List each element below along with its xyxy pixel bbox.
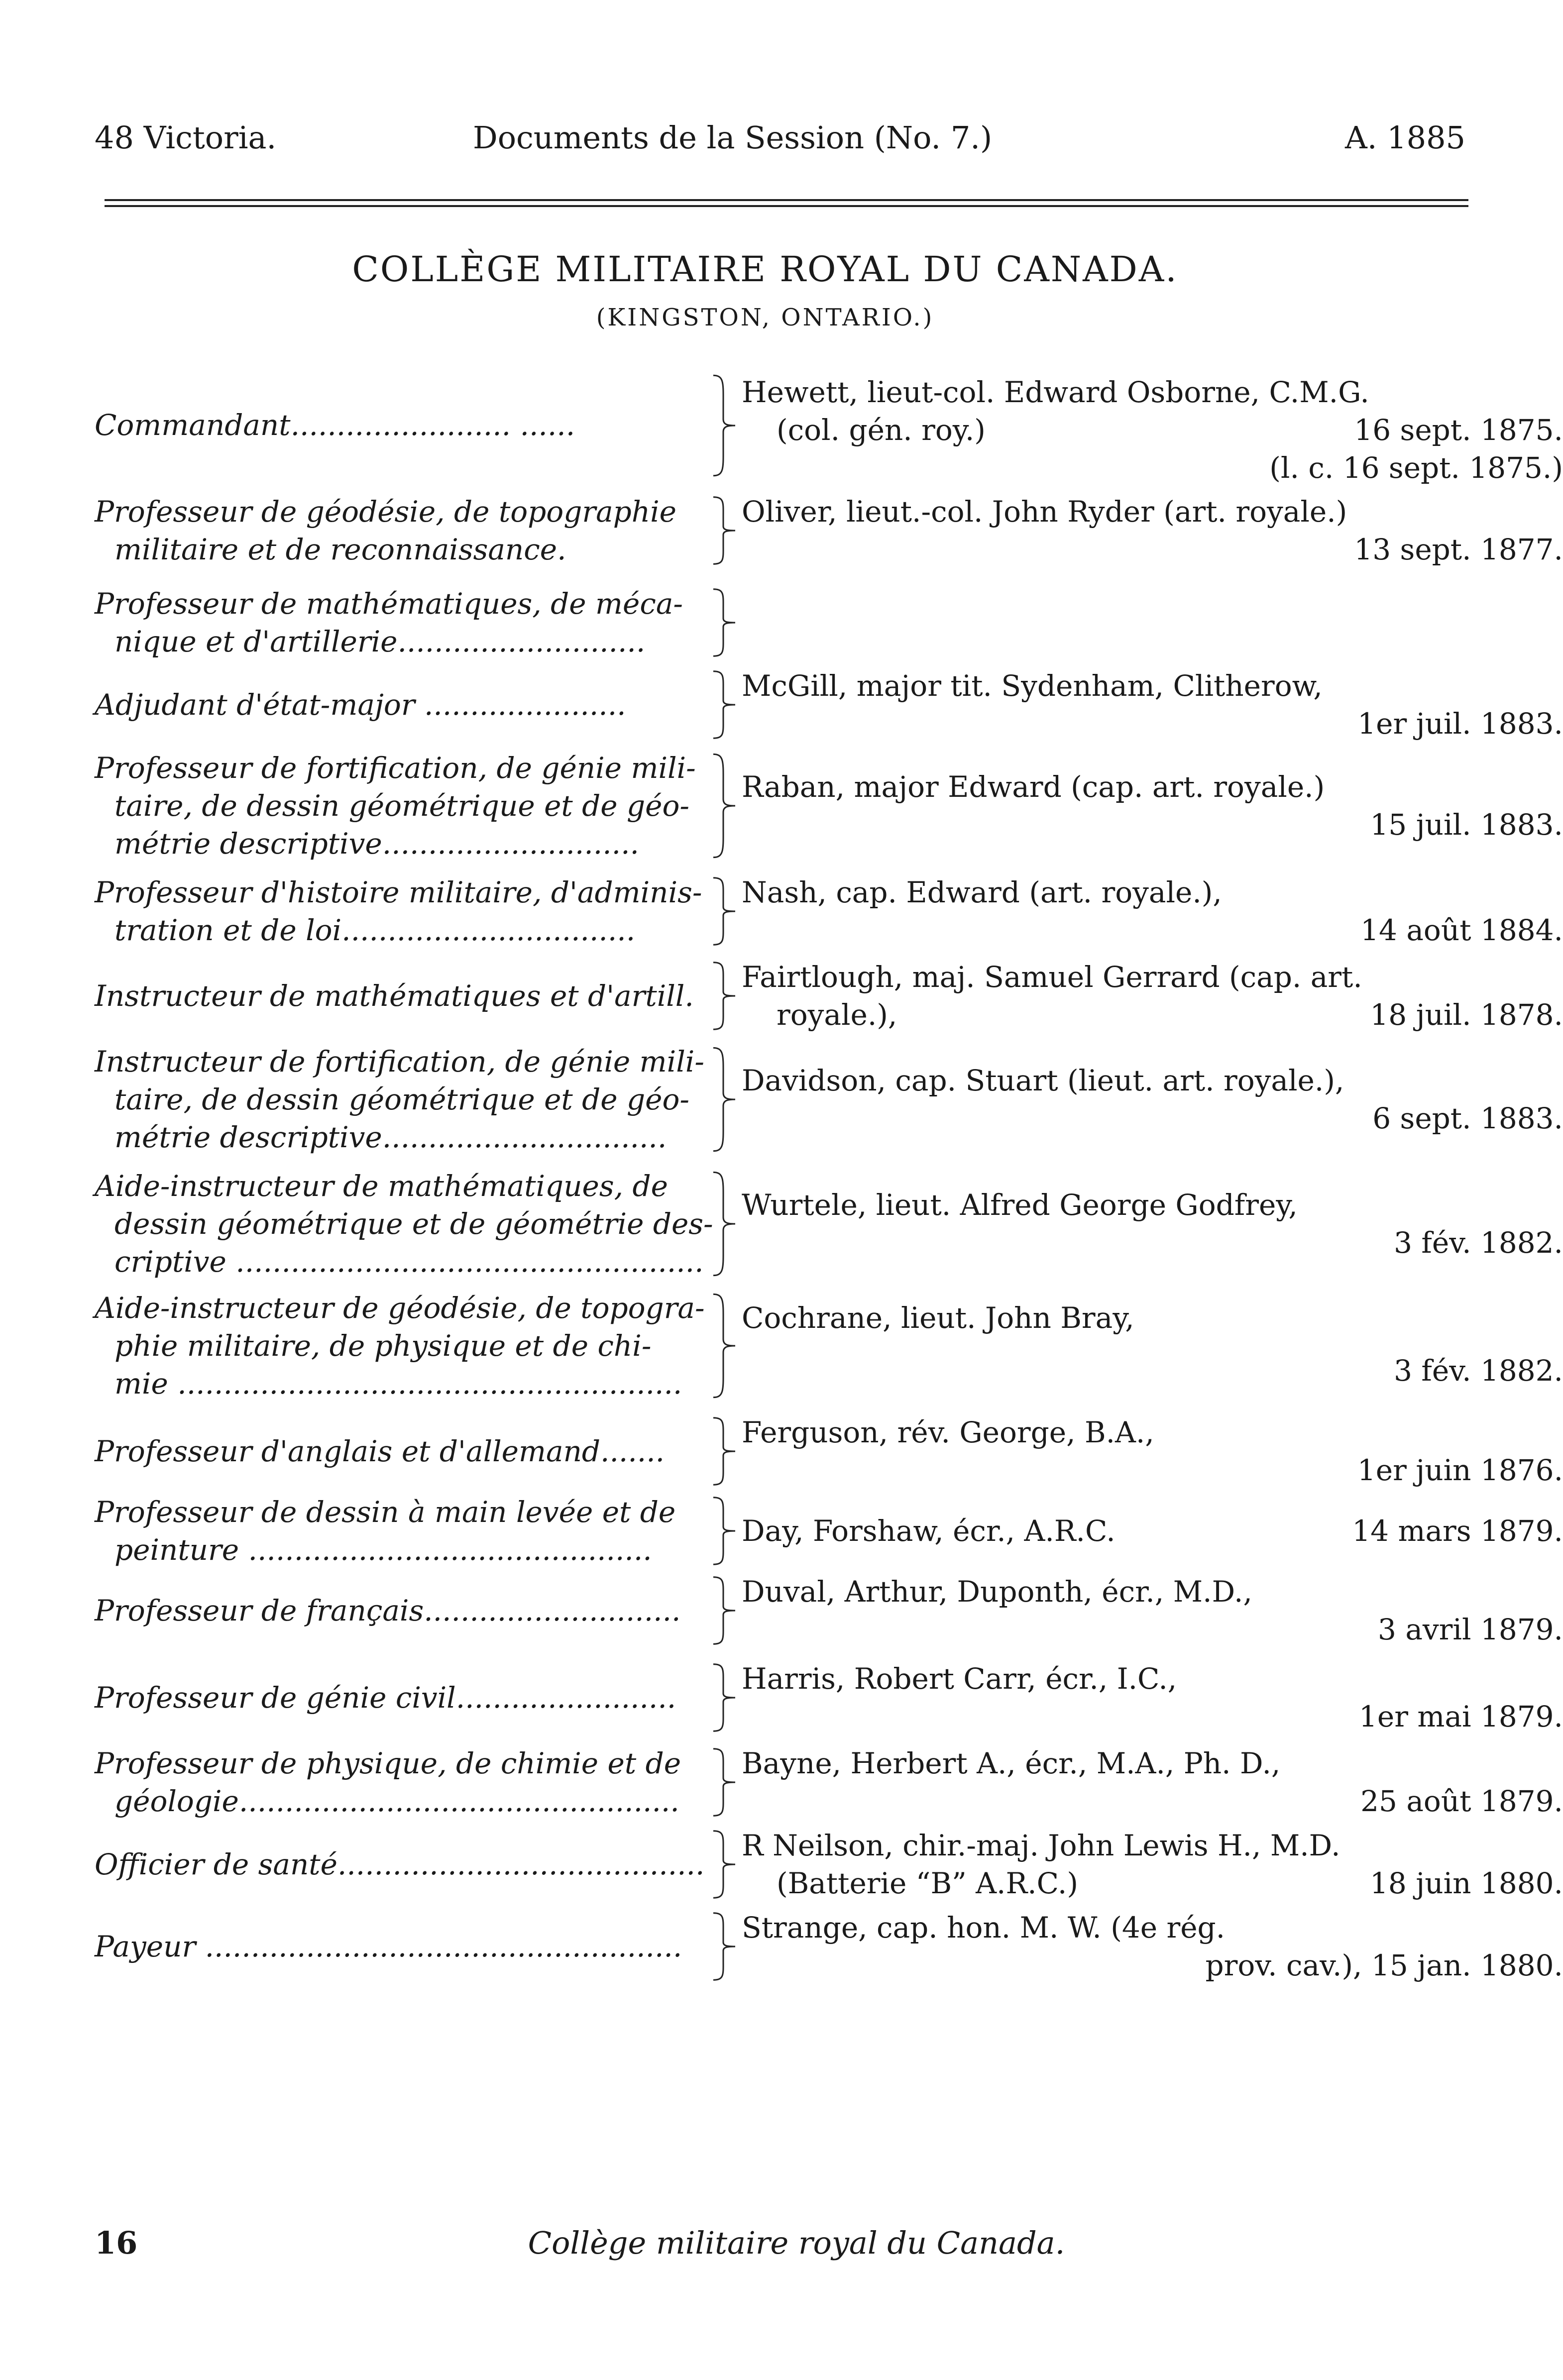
staff-role: Professeur d'histoire militaire, d'adminis- tration et de loi................................ bbox=[95, 875, 702, 947]
brace-icon bbox=[709, 1416, 739, 1486]
header-rule-top bbox=[105, 199, 1468, 201]
header-series: Documents de la Session (No. 7.) bbox=[473, 119, 993, 156]
brace-icon bbox=[709, 1830, 739, 1899]
staff-holder: Wurtele, lieut. Alfred George Godfrey, 3 fév. 1882. bbox=[742, 1188, 1563, 1260]
staff-holder: Cochrane, lieut. John Bray, 3 fév. 1882. bbox=[742, 1301, 1563, 1388]
page-subtitle: (KINGSTON, ONTARIO.) bbox=[596, 304, 934, 331]
staff-role: Payeur .................................................... bbox=[95, 1930, 682, 1963]
staff-holder: Strange, cap. hon. M. W. (4e rég. prov. cav.), 15 jan. 1880. bbox=[742, 1911, 1563, 1982]
staff-holder: Davidson, cap. Stuart (lieut. art. royale.), 6 sept. 1883. bbox=[742, 1064, 1563, 1135]
staff-holder: Raban, major Edward (cap. art. royale.) 15 juil. 1883. bbox=[742, 770, 1563, 842]
staff-entry bbox=[95, 749, 1563, 863]
staff-role: Professeur de physique, de chimie et de géologie................................................ bbox=[95, 1746, 681, 1818]
brace-icon bbox=[709, 1292, 739, 1400]
staff-role: Professeur d'anglais et d'allemand....... bbox=[95, 1434, 665, 1468]
brace-icon bbox=[709, 588, 739, 657]
staff-entry bbox=[95, 1744, 1563, 1819]
page-number: 16 bbox=[95, 2225, 138, 2261]
staff-holder: Duval, Arthur, Duponth, écr., M.D., 3 avril 1879. bbox=[742, 1575, 1563, 1646]
brace-icon bbox=[709, 1496, 739, 1566]
header-rule-bottom bbox=[105, 205, 1468, 207]
staff-entry bbox=[95, 1660, 1563, 1734]
staff-entry bbox=[95, 493, 1563, 567]
staff-role: Commandant........................ ...... bbox=[95, 408, 575, 442]
staff-role: Professeur de français............................ bbox=[95, 1594, 681, 1627]
staff-entry bbox=[95, 1167, 1563, 1281]
staff-entry bbox=[95, 1289, 1563, 1403]
staff-role: Professeur de génie civil........................ bbox=[95, 1681, 676, 1715]
staff-role: Aide-instructeur de mathématiques, de dessin géométrique et de géométrie des- criptive ................................................... bbox=[95, 1169, 713, 1279]
staff-role: Professeur de géodésie, de topographie militaire et de reconnaissance. bbox=[95, 495, 677, 566]
staff-role: Officier de santé........................................ bbox=[95, 1847, 705, 1881]
staff-role: Instructeur de mathématiques et d'artill. bbox=[95, 979, 694, 1013]
brace-icon bbox=[709, 1576, 739, 1645]
staff-entry bbox=[95, 1043, 1563, 1156]
brace-icon bbox=[709, 373, 739, 478]
header-year: A. 1885 bbox=[1345, 119, 1465, 156]
staff-role: Aide-instructeur de géodésie, de topogra- phie militaire, de physique et de chi- mie ....................................................... bbox=[95, 1291, 705, 1401]
staff-entry bbox=[95, 1827, 1563, 1901]
page-footer bbox=[0, 2225, 1530, 2274]
staff-role: Professeur de dessin à main levée et de peinture ............................................ bbox=[95, 1495, 676, 1567]
staff-entry bbox=[95, 667, 1563, 742]
brace-icon bbox=[709, 1170, 739, 1278]
brace-icon bbox=[709, 670, 739, 740]
brace-icon bbox=[709, 496, 739, 565]
staff-role: Instructeur de fortification, de génie mili- taire, de dessin géométrique et de géo- métrie descriptive............................... bbox=[95, 1045, 704, 1154]
staff-entry bbox=[95, 373, 1563, 485]
staff-entry bbox=[95, 1493, 1563, 1568]
staff-holder: Nash, cap. Edward (art. royale.), 14 août 1884. bbox=[742, 875, 1563, 947]
staff-entry bbox=[95, 958, 1563, 1033]
running-header bbox=[95, 119, 1465, 169]
brace-icon bbox=[709, 1912, 739, 1981]
staff-holder: Oliver, lieut.-col. John Ryder (art. royale.) 13 sept. 1877. bbox=[742, 495, 1563, 566]
staff-holder: Harris, Robert Carr, écr., I.C., 1er mai 1879. bbox=[742, 1662, 1563, 1733]
staff-holder: Bayne, Herbert A., écr., M.A., Ph. D., 25 août 1879. bbox=[742, 1746, 1563, 1818]
brace-icon bbox=[709, 961, 739, 1031]
staff-role: Professeur de mathématiques, de méca- nique et d'artillerie........................... bbox=[95, 587, 683, 658]
page-title: COLLÈGE MILITAIRE ROYAL DU CANADA. bbox=[352, 249, 1178, 290]
brace-icon bbox=[709, 1747, 739, 1817]
staff-entry bbox=[95, 1573, 1563, 1647]
staff-holder: Hewett, lieut-col. Edward Osborne, C.M.G. (col. gén. roy.) 16 sept. 1875. (l. c. 16 sept. 1875.) bbox=[742, 375, 1563, 485]
staff-entry bbox=[95, 873, 1563, 948]
staff-holder: Fairtlough, maj. Samuel Gerrard (cap. art. royale.), 18 juil. 1878. bbox=[742, 960, 1563, 1032]
staff-holder: McGill, major tit. Sydenham, Clitherow, 1er juil. 1883. bbox=[742, 669, 1563, 741]
staff-holder: Ferguson, rév. George, B.A., 1er juin 1876. bbox=[742, 1415, 1563, 1487]
staff-entry bbox=[95, 585, 1478, 659]
brace-icon bbox=[709, 752, 739, 860]
staff-entry bbox=[95, 1909, 1563, 1983]
staff-entry bbox=[95, 1413, 1563, 1488]
brace-icon bbox=[709, 1046, 739, 1153]
staff-holder: Day, Forshaw, écr., A.R.C. 14 mars 1879. bbox=[742, 1514, 1563, 1548]
brace-icon bbox=[709, 1663, 739, 1732]
staff-role: Adjudant d'état-major ...................... bbox=[95, 688, 626, 722]
footer-title: Collège militaire royal du Canada. bbox=[528, 2225, 1065, 2261]
brace-icon bbox=[709, 876, 739, 946]
staff-role: Professeur de fortification, de génie mili- taire, de dessin géométrique et de géo- métrie descriptive............................ bbox=[95, 751, 696, 861]
staff-holder: R Neilson, chir.-maj. John Lewis H., M.D. (Batterie “B” A.R.C.) 18 juin 1880. bbox=[742, 1829, 1563, 1900]
header-volume: 48 Victoria. bbox=[95, 119, 277, 156]
